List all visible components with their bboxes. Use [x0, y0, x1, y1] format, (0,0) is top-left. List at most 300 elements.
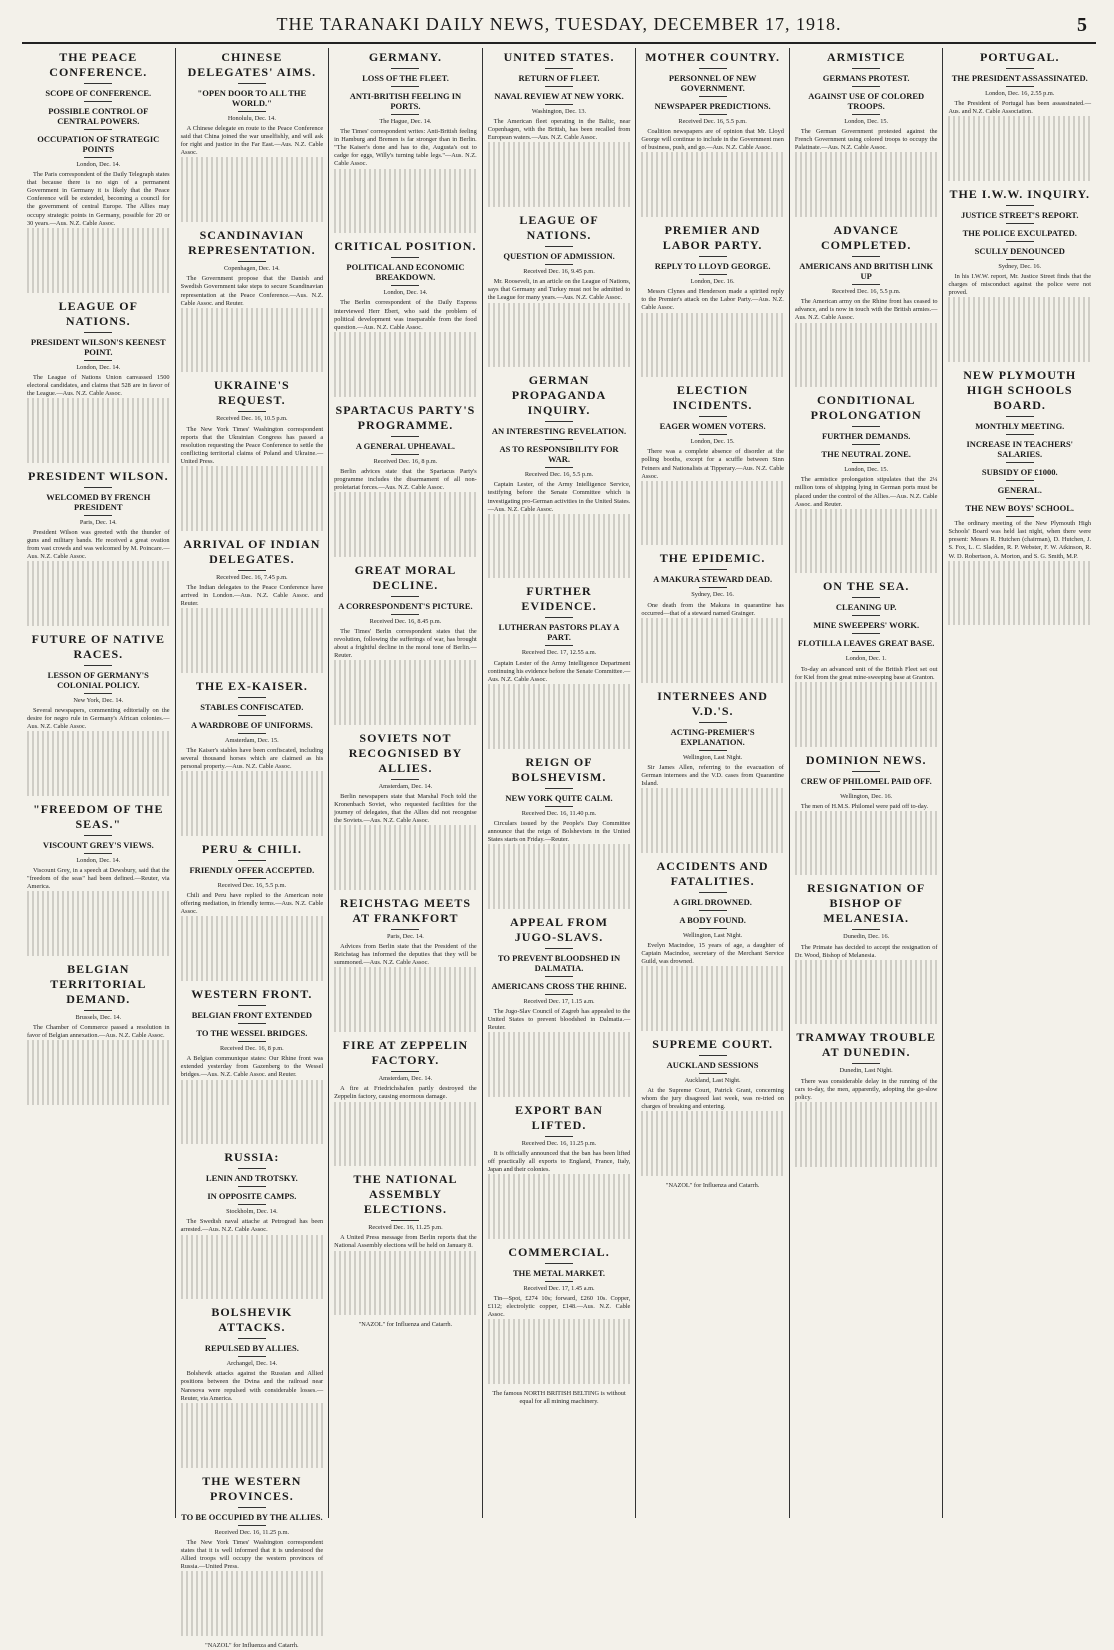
text-line-placeholder: [334, 842, 477, 850]
article: [488, 50, 631, 207]
divider-rule: [545, 617, 573, 618]
article: [181, 378, 324, 530]
article-headline: THE PEACE CONFERENCE.: [49, 50, 148, 79]
article-subhead: VISCOUNT GREY'S VIEWS.: [42, 839, 154, 850]
article-body: President Wilson was greeted with the thunder of guns and military bands. He received a great ovation from vast crowds and was welcomed by M. Poincare.—Aus. N.Z. Cable Assoc.: [27, 528, 170, 560]
article-dateline: Received Dec. 17, 1.45 a.m.: [523, 1284, 595, 1292]
divider-rule: [852, 462, 880, 463]
text-line-placeholder: [641, 529, 784, 537]
article-body: The Paris correspondent of the Daily Telegraph states that because there is no sign of a permanent Government in Germany it is likely that the Peace Conference will be extended, becoming a council for the government of central Europe. The Allies may occupy strategic points in Germany, possible for 20 or 30 years.—Aus. N.Z. Cable Assoc.: [27, 171, 170, 227]
text-line-placeholder: [181, 1291, 324, 1299]
text-line-placeholder: [181, 1411, 324, 1419]
article-body: Captain Lester, of the Army Intelligence Service, testifying before the Senate Committee which is investigating pro-German activities in the United States.—Aus. N.Z. Cable Assoc.: [487, 481, 631, 513]
divider-rule: [84, 515, 112, 516]
article-subhead: AGAINST USE OF COLORED TROOPS.: [808, 91, 925, 111]
column-1: [22, 48, 175, 1518]
text-line-placeholder: [795, 152, 938, 160]
text-line-placeholder: [181, 779, 324, 787]
text-line-placeholder: [795, 698, 938, 706]
text-line-placeholder: [27, 610, 170, 618]
article-headline: INTERNEES AND V.D.'S.: [657, 688, 768, 718]
text-line-placeholder: [334, 1102, 477, 1110]
text-line-placeholder: [334, 1000, 477, 1008]
article-body: Berlin advices state that the Spartacus Party's programme includes the disarmament of all non-proletariat forces.—Aus. N.Z. Cable Assoc.: [334, 467, 477, 491]
divider-rule: [1006, 205, 1034, 206]
divider-rule: [391, 1071, 419, 1072]
article-dateline: Washington, Dec. 13.: [531, 108, 587, 115]
article-subhead: AMERICANS CROSS THE RHINE.: [491, 980, 627, 991]
text-line-placeholder: [795, 1126, 938, 1134]
advertisement: "NAZOL" for Influenza and Catarrh.: [665, 1181, 760, 1189]
text-line-placeholder: [334, 684, 477, 692]
text-line-placeholder: [488, 359, 631, 367]
article: [641, 383, 784, 545]
text-line-placeholder: [181, 1571, 324, 1579]
text-line-placeholder: [488, 893, 631, 901]
text-line-placeholder: [27, 276, 170, 284]
article-headline: THE EPIDEMIC.: [659, 551, 766, 566]
text-line-placeholder: [181, 324, 324, 332]
text-line-placeholder: [641, 1135, 784, 1143]
article: [334, 1038, 477, 1166]
text-line-placeholder: [795, 517, 938, 525]
text-line-placeholder: [795, 323, 938, 331]
article-headline: ON THE SEA.: [822, 579, 910, 594]
divider-rule: [699, 96, 727, 97]
text-line-placeholder: [181, 482, 324, 490]
text-line-placeholder: [795, 827, 938, 835]
article-subhead: FRIENDLY OFFER ACCEPTED.: [189, 865, 315, 875]
text-line-placeholder: [488, 319, 631, 327]
text-line-placeholder: [641, 804, 784, 812]
article-headline: DOMINION NEWS.: [805, 752, 927, 767]
text-line-placeholder: [27, 430, 170, 438]
text-line-placeholder: [27, 731, 170, 739]
text-line-placeholder: [27, 1073, 170, 1081]
text-line-placeholder: [181, 965, 324, 973]
article-headline: TRAMWAY TROUBLE AT DUNEDIN.: [796, 1030, 936, 1060]
text-line-placeholder: [334, 866, 477, 874]
article-headline: MOTHER COUNTRY.: [645, 50, 780, 64]
article-subhead: SUBSIDY OF £1000.: [981, 467, 1058, 478]
article-body: Mr. Roosevelt, in an article on the League of Nations, says that Germany and Turkey must not be admitted to the League for many years.—Aus. N.Z. Cable Assoc.: [487, 278, 631, 302]
article-body: The New York Times' Washington correspondent states that it is well informed that it is understood the Allied troops will occupy the western provinces of Russia.—United Press.: [180, 1538, 324, 1570]
text-line-placeholder: [181, 1251, 324, 1259]
article-subhead: JUSTICE STREET'S REPORT.: [961, 210, 1079, 221]
text-line-placeholder: [795, 565, 938, 573]
divider-rule: [545, 104, 573, 105]
text-line-placeholder: [795, 867, 938, 875]
article-headline: COMMERCIAL.: [508, 1244, 610, 1259]
divider-rule: [699, 434, 727, 435]
text-line-placeholder: [641, 1168, 784, 1176]
article-headline: GERMANY.: [368, 50, 443, 64]
article-body: A Belgian communique states: Our Rhine front was extended yesterday from Gazenberg to the Wessel bridges.—Aus. N.Z. Cable Assoc. and Reuter.: [180, 1055, 324, 1079]
text-line-placeholder: [27, 585, 170, 593]
text-line-placeholder: [488, 884, 631, 892]
text-line-placeholder: [181, 206, 324, 214]
text-line-placeholder: [641, 812, 784, 820]
columns-container: [22, 48, 1096, 1649]
text-line-placeholder: [795, 730, 938, 738]
text-line-placeholder: [27, 780, 170, 788]
divider-rule: [852, 633, 880, 634]
text-line-placeholder: [181, 506, 324, 514]
text-line-placeholder: [181, 1579, 324, 1587]
divider-rule: [545, 246, 573, 247]
text-line-placeholder: [181, 174, 324, 182]
text-line-placeholder: [334, 1142, 477, 1150]
article-subhead: SCOPE OF CONFERENCE.: [45, 88, 152, 98]
text-line-placeholder: [181, 1283, 324, 1291]
text-line-placeholder: [488, 1073, 631, 1081]
article-headline: THE EX-KAISER.: [195, 678, 308, 693]
article-subhead: A CORRESPONDENT'S PICTURE.: [338, 600, 473, 611]
article-headline: THE I.W.W. INQUIRY.: [949, 187, 1091, 202]
article-body: The German Government protested against the French Government using colored troops to occupy the Palatinate.—Aus. N.Z. Cable Assoc.: [794, 128, 938, 152]
text-line-placeholder: [27, 284, 170, 292]
text-line-placeholder: [795, 738, 938, 746]
article: [27, 50, 170, 293]
text-line-placeholder: [181, 941, 324, 949]
divider-rule: [545, 948, 573, 949]
article-dateline: Received Dec. 16, 9.45 p.m.: [523, 268, 595, 276]
divider-rule: [238, 715, 266, 716]
text-line-placeholder: [795, 160, 938, 168]
text-line-placeholder: [795, 835, 938, 843]
article-headline: GREAT MORAL DECLINE.: [354, 562, 457, 592]
article: [334, 50, 477, 233]
text-line-placeholder: [948, 157, 1091, 165]
article-subhead: IN OPPOSITE CAMPS.: [207, 1191, 297, 1202]
text-line-placeholder: [641, 1119, 784, 1127]
text-line-placeholder: [641, 658, 784, 666]
text-line-placeholder: [948, 306, 1091, 314]
article-dateline: Received Dec. 16, 11.25 p.m.: [214, 1528, 290, 1536]
text-line-placeholder: [334, 660, 477, 668]
text-line-placeholder: [641, 369, 784, 377]
divider-rule: [699, 1055, 727, 1056]
article-headline: GERMAN PROPAGANDA INQUIRY.: [511, 373, 607, 418]
divider-rule: [545, 467, 573, 468]
article: [181, 987, 324, 1144]
article-dateline: London, Dec. 16, 2.55 p.m.: [985, 90, 1055, 97]
text-line-placeholder: [181, 1112, 324, 1120]
text-line-placeholder: [27, 764, 170, 772]
text-line-placeholder: [641, 1152, 784, 1160]
article-body: Berlin newspapers state that Marshal Foch told the Kronenbach Soviet, who requested facilities for the journey of delegates, that the Allies did not recognise the Soviets.—Aus. N.Z. Cable Assoc.: [334, 792, 477, 825]
article-body: Sir James Allen, referring to the evacuation of German internees and the V.D. cases from Quarantine Island.: [641, 763, 784, 787]
text-line-placeholder: [27, 948, 170, 956]
text-line-placeholder: [795, 185, 938, 193]
text-line-placeholder: [334, 717, 477, 725]
text-line-placeholder: [948, 322, 1091, 330]
text-line-placeholder: [334, 976, 477, 984]
divider-rule: [84, 157, 112, 158]
article-subhead: FURTHER DEMANDS.: [821, 431, 911, 442]
text-line-placeholder: [641, 185, 784, 193]
article: [334, 239, 477, 396]
text-line-placeholder: [948, 601, 1091, 609]
text-line-placeholder: [641, 998, 784, 1006]
text-line-placeholder: [181, 1275, 324, 1283]
text-line-placeholder: [181, 1128, 324, 1136]
text-line-placeholder: [181, 490, 324, 498]
divider-rule: [238, 570, 266, 571]
article-body: The Indian delegates to the Peace Conference have arrived in London.—Aus. N.Z. Cable Assoc. and Reuter.: [180, 583, 324, 608]
text-line-placeholder: [641, 820, 784, 828]
text-line-placeholder: [795, 976, 938, 984]
article-subhead: AN INTERESTING REVELATION.: [491, 426, 627, 437]
text-line-placeholder: [181, 1096, 324, 1104]
article: [488, 584, 631, 748]
text-line-placeholder: [181, 1104, 324, 1112]
divider-rule: [391, 929, 419, 930]
text-line-placeholder: [27, 940, 170, 948]
divider-rule: [238, 1023, 266, 1024]
text-line-placeholder: [488, 1223, 631, 1231]
article-dateline: Sydney, Dec. 16.: [691, 591, 734, 599]
article-subhead: PRESIDENT WILSON'S KEENEST POINT.: [30, 336, 166, 357]
text-line-placeholder: [488, 159, 631, 167]
text-line-placeholder: [181, 1427, 324, 1435]
text-line-placeholder: [948, 141, 1091, 149]
text-line-placeholder: [27, 932, 170, 940]
text-line-placeholder: [27, 788, 170, 796]
text-line-placeholder: [641, 1160, 784, 1168]
text-line-placeholder: [181, 1120, 324, 1128]
text-line-placeholder: [795, 722, 938, 730]
article-subhead: WELCOMED BY FRENCH PRESIDENT: [46, 491, 151, 512]
text-line-placeholder: [795, 355, 938, 363]
article-body: The Times' Berlin correspondent states that the revolution, following the sufferings of war, has brought about a frightful decline in the moral tone of Berlin.—Reuter.: [334, 627, 477, 660]
text-line-placeholder: [334, 1150, 477, 1158]
text-line-placeholder: [948, 585, 1091, 593]
text-line-placeholder: [181, 1259, 324, 1267]
text-line-placeholder: [334, 1307, 477, 1315]
article-subhead: QUESTION OF ADMISSION.: [503, 251, 615, 262]
article-headline: ARMISTICE: [827, 50, 906, 64]
text-line-placeholder: [334, 882, 477, 890]
article-subhead: REPULSED BY ALLIES.: [204, 1343, 299, 1354]
text-line-placeholder: [795, 1000, 938, 1008]
text-line-placeholder: [488, 708, 631, 716]
text-line-placeholder: [488, 183, 631, 191]
article-subhead: OCCUPATION OF STRATEGIC POINTS: [37, 134, 160, 154]
article-headline: EXPORT BAN LIFTED.: [515, 1102, 603, 1132]
text-line-placeholder: [334, 1134, 477, 1142]
text-line-placeholder: [795, 1016, 938, 1024]
text-line-placeholder: [948, 124, 1091, 132]
text-line-placeholder: [181, 1243, 324, 1251]
text-line-placeholder: [181, 1235, 324, 1243]
article-dateline: New York, Dec. 14.: [73, 696, 124, 704]
article-subhead: SCULLY DENOUNCED: [974, 246, 1065, 257]
text-line-placeholder: [181, 1620, 324, 1628]
text-line-placeholder: [27, 1081, 170, 1089]
text-line-placeholder: [181, 1587, 324, 1595]
article: [181, 842, 324, 981]
text-line-placeholder: [488, 1081, 631, 1089]
article-subhead: AUCKLAND SESSIONS: [666, 1059, 759, 1070]
divider-rule: [238, 860, 266, 861]
text-line-placeholder: [27, 916, 170, 924]
text-line-placeholder: [334, 676, 477, 684]
text-line-placeholder: [641, 828, 784, 836]
article: [641, 859, 784, 1031]
text-line-placeholder: [27, 569, 170, 577]
article: [181, 537, 324, 673]
divider-rule: [84, 693, 112, 694]
article: [488, 373, 631, 578]
article-subhead: LUTHERAN PASTORS PLAY A PART.: [498, 622, 620, 643]
text-line-placeholder: [488, 1319, 631, 1327]
article-body: Captain Lester of the Army Intelligence Department continuing his evidence before the Senate Committee.—Aus. N.Z. Cable Assoc.: [487, 659, 631, 683]
text-line-placeholder: [334, 992, 477, 1000]
text-line-placeholder: [488, 1182, 631, 1190]
text-line-placeholder: [27, 414, 170, 422]
text-line-placeholder: [181, 182, 324, 190]
article-headline: PRESIDENT WILSON.: [27, 468, 169, 483]
text-line-placeholder: [181, 624, 324, 632]
divider-rule: [699, 722, 727, 723]
text-line-placeholder: [181, 1603, 324, 1611]
text-line-placeholder: [641, 1023, 784, 1031]
text-line-placeholder: [27, 244, 170, 252]
text-line-placeholder: [641, 337, 784, 345]
divider-rule: [1006, 434, 1034, 435]
article-dateline: Received Dec. 16, 5.5 p.m.: [217, 882, 287, 889]
text-line-placeholder: [795, 533, 938, 541]
text-line-placeholder: [795, 706, 938, 714]
text-line-placeholder: [181, 356, 324, 364]
article-headline: ADVANCE COMPLETED.: [821, 223, 912, 253]
text-line-placeholder: [334, 169, 477, 177]
article-subhead: A GIRL DROWNED.: [673, 896, 752, 907]
text-line-placeholder: [488, 1215, 631, 1223]
text-line-placeholder: [334, 1251, 477, 1259]
article-dateline: Wellington, Last Night.: [682, 753, 743, 761]
article-body: There was a complete absence of disorder at the polling booths, except for a scuffle between Sinn Feiners and Nationalists at Tipperary.—Aus. N.Z. Cable Assoc.: [641, 448, 784, 480]
article-headline: APPEAL FROM JUGO-SLAVS.: [510, 914, 609, 944]
column-6: [789, 48, 943, 1518]
divider-rule: [84, 835, 112, 836]
article-headline: THE NATIONAL ASSEMBLY ELECTIONS.: [353, 1172, 458, 1217]
text-line-placeholder: [641, 481, 784, 489]
article: [334, 896, 477, 1032]
text-line-placeholder: [334, 380, 477, 388]
article-headline: LEAGUE OF NATIONS.: [519, 213, 599, 243]
text-line-placeholder: [795, 339, 938, 347]
article: [488, 755, 631, 909]
masthead-title: THE TARANAKI DAILY NEWS, TUESDAY, DECEMBER 17, 1918.: [276, 14, 842, 34]
article-body: Chili and Peru have replied to the American note offering mediation, in friendly terms.—Aus. N.Z. Cable Assoc.: [180, 892, 324, 916]
article-subhead: MINE SWEEPERS' WORK.: [813, 620, 920, 631]
text-line-placeholder: [27, 593, 170, 601]
text-line-placeholder: [181, 166, 324, 174]
text-line-placeholder: [181, 190, 324, 198]
text-line-placeholder: [641, 974, 784, 982]
divider-rule: [84, 487, 112, 488]
text-line-placeholder: [334, 1126, 477, 1134]
text-line-placeholder: [795, 682, 938, 690]
text-line-placeholder: [181, 1435, 324, 1443]
text-line-placeholder: [181, 804, 324, 812]
text-line-placeholder: [641, 361, 784, 369]
article-subhead: THE METAL MARKET.: [513, 1267, 606, 1278]
text-line-placeholder: [181, 916, 324, 924]
text-line-placeholder: [334, 1259, 477, 1267]
article-dateline: Received Dec. 16, 10.5 p.m.: [216, 415, 288, 423]
article-dateline: Sydney, Dec. 16.: [998, 263, 1042, 271]
text-line-placeholder: [334, 825, 477, 833]
article: [27, 802, 170, 956]
divider-rule: [1006, 259, 1034, 260]
divider-rule: [545, 806, 573, 807]
text-line-placeholder: [334, 1158, 477, 1166]
text-line-placeholder: [641, 650, 784, 658]
divider-rule: [545, 1136, 573, 1137]
text-line-placeholder: [488, 741, 631, 749]
text-line-placeholder: [641, 193, 784, 201]
text-line-placeholder: [795, 690, 938, 698]
article-subhead: STABLES CONFISCATED.: [200, 701, 304, 712]
text-line-placeholder: [488, 1174, 631, 1182]
text-line-placeholder: [27, 772, 170, 780]
text-line-placeholder: [181, 316, 324, 324]
divider-rule: [852, 651, 880, 652]
text-line-placeholder: [181, 340, 324, 348]
text-line-placeholder: [27, 228, 170, 236]
divider-rule: [238, 733, 266, 734]
article-dateline: London, Dec. 15.: [690, 438, 735, 446]
article-subhead: ANTI-BRITISH FEELING IN PORTS.: [349, 91, 462, 111]
article-headline: PREMIER AND LABOR PARTY.: [662, 223, 763, 253]
article-body: To-day an advanced unit of the British Fleet set out for Kiel from the great mine-sweeping base at Granton.: [794, 665, 938, 681]
article-subhead: RETURN OF FLEET.: [518, 73, 600, 83]
article-subhead: THE PRESIDENT ASSASSINATED.: [951, 73, 1088, 83]
text-line-placeholder: [488, 1368, 631, 1376]
text-line-placeholder: [27, 252, 170, 260]
text-line-placeholder: [334, 984, 477, 992]
text-line-placeholder: [488, 142, 631, 150]
text-line-placeholder: [488, 692, 631, 700]
article-dateline: London, Dec. 15.: [844, 466, 889, 474]
article: [641, 689, 784, 853]
text-line-placeholder: [641, 353, 784, 361]
text-line-placeholder: [181, 632, 324, 640]
text-line-placeholder: [334, 874, 477, 882]
divider-rule: [545, 421, 573, 422]
text-line-placeholder: [795, 193, 938, 201]
divider-rule: [852, 426, 880, 427]
article-body: At the Supreme Court, Patrick Grant, concerning whom the jury disagreed last week, was re-tried on charges of breaking and entering.: [641, 1086, 784, 1111]
text-line-placeholder: [27, 1048, 170, 1056]
article-body: The Times' correspondent writes: Anti-British feeling in Hamburg and Bremen is far stronger than in Berlin. "The Kaiser's done and has to die, Augusta's out to cadge for eggs, Willy's turning table legs."—Aus. N.Z. Cable Assoc.: [334, 128, 477, 168]
article-dateline: Received Dec. 17, 1.15 a.m.: [523, 997, 595, 1005]
text-line-placeholder: [27, 908, 170, 916]
text-line-placeholder: [948, 173, 1091, 181]
text-line-placeholder: [334, 217, 477, 225]
text-line-placeholder: [488, 335, 631, 343]
divider-rule: [1006, 516, 1034, 517]
text-line-placeholder: [948, 149, 1091, 157]
article: [795, 393, 938, 573]
text-line-placeholder: [795, 843, 938, 851]
text-line-placeholder: [334, 332, 477, 340]
text-line-placeholder: [334, 833, 477, 841]
text-line-placeholder: [795, 169, 938, 177]
